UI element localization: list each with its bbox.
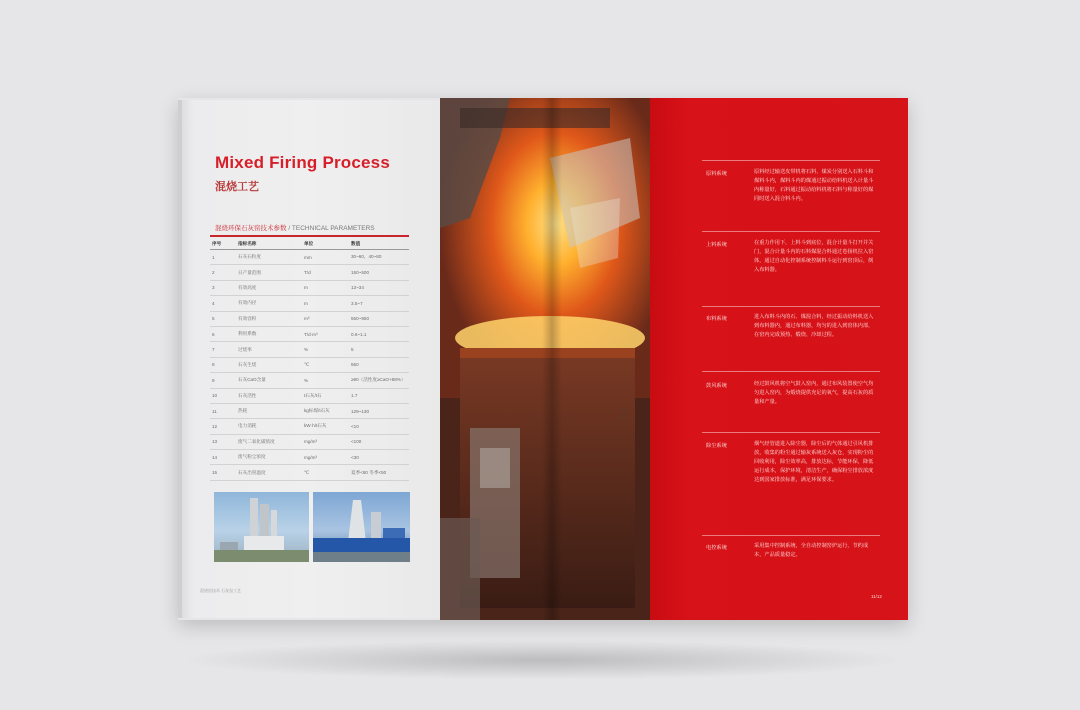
cell-index: 15 — [210, 465, 236, 480]
page-title: Mixed Firing Process — [215, 153, 390, 172]
table-row — [210, 465, 409, 480]
cell-name: 石灰石粒度 — [236, 250, 302, 265]
cell-name: 电力消耗 — [236, 419, 302, 434]
cell-unit: mg/m³ — [302, 450, 349, 465]
page-number: 11/12 — [871, 594, 882, 599]
cell-index: 9 — [210, 373, 236, 388]
cell-value: <100 — [349, 434, 409, 449]
cell-index: 5 — [210, 311, 236, 326]
kiln-tower-illustration-2 — [313, 492, 410, 562]
system-label-electric-control: 电控系统 — [706, 545, 727, 551]
cell-name: 热耗 — [236, 403, 302, 418]
system-desc-raw-material: 原料经过输送皮带机将石料、煤炭分别送入石料斗和煤料斗内，煤料斗内的煤通过振动给料机送入计量斗内称量好，石料通过振动给料机将石料与称量好的煤同时送入混合料斗内。 — [754, 169, 874, 202]
page-edge — [178, 100, 182, 618]
table-row — [210, 419, 409, 434]
page-subtitle: 混烧工艺 — [215, 181, 259, 193]
table-row — [210, 357, 409, 372]
cell-value: 0.6~1.1 — [349, 326, 409, 341]
table-caption-main: 混烧环保石灰窑技术参数 — [215, 225, 287, 232]
cell-value: 13~34 — [349, 280, 409, 295]
table-row — [210, 250, 409, 265]
cell-name: 有效内径 — [236, 296, 302, 311]
system-label-feeding: 上料系统 — [706, 242, 727, 248]
cell-name: 石灰CaO含量 — [236, 373, 302, 388]
table-row — [210, 403, 409, 418]
cell-name: 石灰生烧 — [236, 357, 302, 372]
book-spine — [542, 98, 562, 620]
table-caption-sub: / TECHNICAL PARAMETERS — [288, 225, 375, 232]
table-row — [210, 434, 409, 449]
cell-name: 有效高度 — [236, 280, 302, 295]
cell-unit: m — [302, 280, 349, 295]
cell-name: 有效容积 — [236, 311, 302, 326]
cell-value: ≥90（活性度≥CaO+88%） — [349, 373, 409, 388]
system-label-dust-removal: 除尘系统 — [706, 443, 727, 449]
divider — [702, 160, 880, 161]
cell-index: 2 — [210, 265, 236, 280]
cell-value: 150~500 — [349, 265, 409, 280]
system-label-blower: 鼓风系统 — [706, 383, 727, 389]
cell-value: 3.5~7 — [349, 296, 409, 311]
cell-unit: kg标煤/t石灰 — [302, 403, 349, 418]
brochure-spread — [178, 98, 908, 620]
table-row — [210, 342, 409, 357]
cell-value: 夏季<80 冬季<50 — [349, 465, 409, 480]
cell-index: 3 — [210, 280, 236, 295]
system-desc-feeding: 在重力作用下，上料斗到底位，混合计量斗打开并关门，混合计量斗内的石料煤混合料通过卷扬机拉入窑体，通过自动化控制系统控制料斗运行到窑顶后，倒入布料器。 — [754, 240, 874, 273]
table-row — [210, 326, 409, 341]
cell-index: 10 — [210, 388, 236, 403]
kiln-photo-1 — [214, 492, 309, 562]
cell-unit: T/d — [302, 265, 349, 280]
table-row — [210, 373, 409, 388]
cell-unit: % — [302, 342, 349, 357]
parameters-table — [210, 239, 409, 481]
header-index: 序号 — [210, 239, 236, 250]
table-row — [210, 388, 409, 403]
system-label-raw-material: 原料系统 — [706, 171, 727, 177]
cell-index: 1 — [210, 250, 236, 265]
cell-name: 废气粉尘浓度 — [236, 450, 302, 465]
cell-name: 日产量范围 — [236, 265, 302, 280]
cell-unit: ℃ — [302, 465, 349, 480]
cell-unit: m — [302, 296, 349, 311]
cell-index: 12 — [210, 419, 236, 434]
book-shadow — [178, 640, 908, 680]
header-unit: 单位 — [302, 239, 349, 250]
cell-unit: mg/m³ — [302, 434, 349, 449]
cell-unit: mm — [302, 250, 349, 265]
table-row — [210, 450, 409, 465]
cell-index: 11 — [210, 403, 236, 418]
table-rule — [210, 235, 409, 237]
cell-index: 4 — [210, 296, 236, 311]
cell-unit: % — [302, 373, 349, 388]
table-row — [210, 280, 409, 295]
cell-index: 13 — [210, 434, 236, 449]
cell-value: 550~950 — [349, 311, 409, 326]
cell-value: 1.7 — [349, 388, 409, 403]
cell-name: 废气二氧化碳浓度 — [236, 434, 302, 449]
cell-value: 129~130 — [349, 403, 409, 418]
system-desc-distribution: 进入布料斗内的石、煤混合料，经过振动给料机送入到布料器内，通过布料器，均匀的进入到窑体内部，在窑内完成预热、煅烧、冷却过程。 — [754, 314, 874, 338]
system-desc-dust-removal: 烟气经管道进入除尘器，除尘后的气体通过引风机排放，收集的粉尘通过输灰系统送入灰仓，实现粉尘的回收利用，除尘效率高，排放达标，节能环保，降低运行成本，保护环境，清洁生产，确保粉尘排放浓度达到国家排放标准，满足环保要求。 — [754, 441, 874, 483]
kiln-tower-illustration-1 — [214, 492, 309, 562]
cell-index: 6 — [210, 326, 236, 341]
cell-unit: ℃ — [302, 357, 349, 372]
divider — [702, 371, 880, 372]
divider — [702, 306, 880, 307]
page-footer: 混烧窑技术 石灰窑工艺 — [200, 588, 242, 593]
cell-unit: T/d·m³ — [302, 326, 349, 341]
cell-name: 过烧率 — [236, 342, 302, 357]
system-desc-electric-control: 采用集中控制系统，全自动控制窑炉运行，节约成本，产品质量稳定。 — [754, 543, 869, 558]
cell-value: 30~60、40~80 — [349, 250, 409, 265]
svg-text:2: 2 — [620, 405, 628, 421]
header-name: 指标名称 — [236, 239, 302, 250]
table-row — [210, 296, 409, 311]
cell-value: 550 — [349, 357, 409, 372]
cell-index: 7 — [210, 342, 236, 357]
cell-name: 利用系数 — [236, 326, 302, 341]
cell-value: 5 — [349, 342, 409, 357]
divider — [702, 432, 880, 433]
cell-value: <30 — [349, 450, 409, 465]
table-caption — [215, 223, 375, 232]
cell-index: 8 — [210, 357, 236, 372]
system-label-distribution: 布料系统 — [706, 316, 727, 322]
cell-value: <10 — [349, 419, 409, 434]
system-desc-blower: 经过鼓风机将空气鼓入窑内，通过布风装置使空气均匀进入窑内，为煅烧提供充足的氧气，提高石灰的质量和产量。 — [754, 381, 874, 405]
table-header-row — [210, 239, 409, 250]
header-value: 数值 — [349, 239, 409, 250]
table-body — [210, 250, 409, 481]
divider — [702, 231, 880, 232]
divider — [702, 535, 880, 536]
cell-index: 14 — [210, 450, 236, 465]
cell-unit: kW·h/t石灰 — [302, 419, 349, 434]
left-page — [178, 100, 440, 618]
cell-unit: m³ — [302, 311, 349, 326]
cell-name: 石灰出窑温度 — [236, 465, 302, 480]
kiln-photo-2 — [313, 492, 410, 562]
cell-unit: t石灰/t石 — [302, 388, 349, 403]
cell-name: 石灰活性 — [236, 388, 302, 403]
table-row — [210, 265, 409, 280]
table-row — [210, 311, 409, 326]
